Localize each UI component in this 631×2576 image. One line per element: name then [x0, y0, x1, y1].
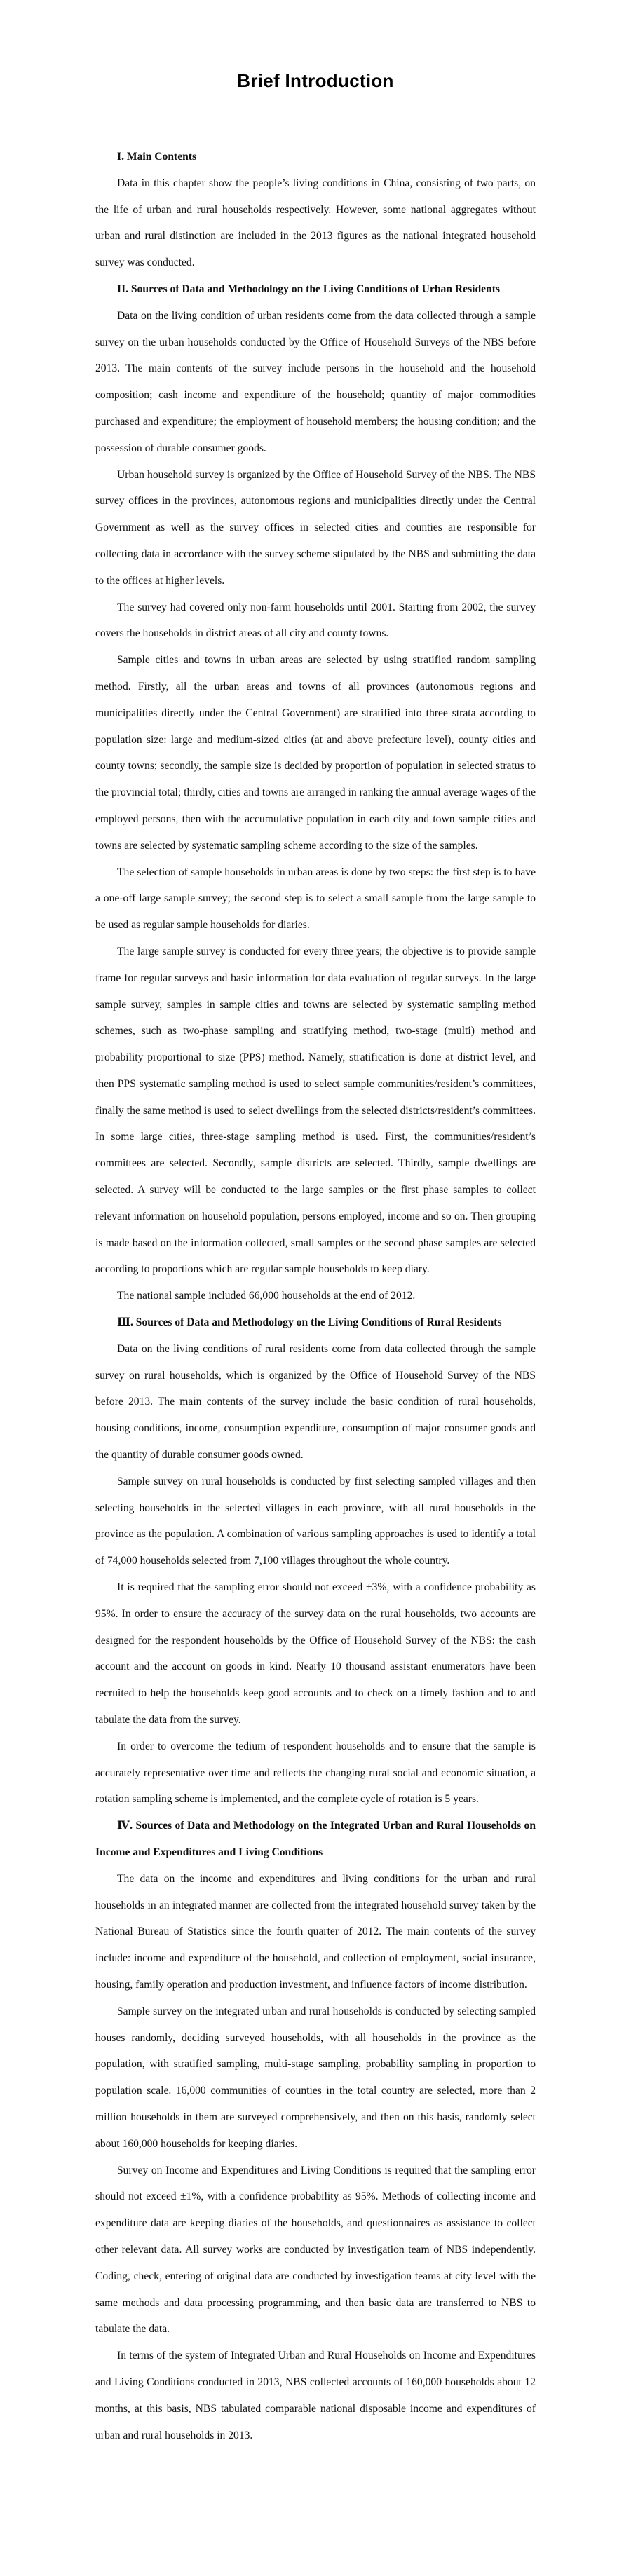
paragraph: Sample survey on the integrated urban and rural households is conducted by selecting sampled houses randomly, deciding surveyed households, with all households in the province as the population, with stratified sampling, multi-stage sampling, probability sampling in proportion to population scale. 16,000 communities of counties in the total country are selected, more than 2 million households in them are surveyed comprehensively, and then on this basis, randomly select about 160,000 households for keeping diaries. [95, 2005, 536, 2150]
section-heading: Ⅳ. Sources of Data and Methodology on the Integrated Urban and Rural Households on Income and Expenditures and Living Conditions [95, 1820, 536, 1858]
section-heading: II. Sources of Data and Methodology on the Living Conditions of Urban Residents [117, 282, 500, 295]
document-body [95, 144, 536, 2448]
paragraph: The national sample included 66,000 households at the end of 2012. [117, 1290, 416, 1302]
paragraph: In terms of the system of Integrated Urban and Rural Households on Income and Expenditures and Living Conditions conducted in 2013, NBS collected accounts of 160,000 households about 12 months, at this basis, NBS tabulated comparable national disposable income and expenditures of urban and rural households in 2013. [95, 2350, 536, 2441]
paragraph: In order to overcome the tedium of respondent households and to ensure that the sample is accurately representative over time and reflects the changing rural social and economic situation, a rotation sampling scheme is implemented, and the complete cycle of rotation is 5 years. [95, 1740, 536, 1806]
section-integrated-households [95, 1813, 536, 2448]
paragraph: Survey on Income and Expenditures and Living Conditions is required that the sampling error should not exceed ±1%, with a confidence probability as 95%. Methods of collecting income and expenditure data are keeping diaries of the households, and questionnaires as assistance to collect other relevant data. All survey works are conducted by investigation team of NBS independently. Coding, check, entering of original data are conducted by investigation teams at city level with the same methods and data processing programming, and then basic data are transferred to NBS to tabulate the data. [95, 2164, 536, 2336]
paragraph: The large sample survey is conducted for every three years; the objective is to provide sample frame for regular surveys and basic information for data evaluation of regular surveys. In the large sample survey, samples in sample cities and towns are selected by systematic sampling method schemes, such as two-phase sampling and stratifying method, two-stage (multi) method and probability proportional to size (PPS) method. Namely, stratification is done at district level, and then PPS systematic sampling method is used to select sample communities/resident’s committees, finally the same method is used to select dwellings from the selected districts/resident’s committees. In some large cities, three-stage sampling method is used. First, the communities/resident’s committees are selected. Secondly, sample districts are selected. Thirdly, sample dwellings are selected. A survey will be conducted to the large samples or the first phase samples to collect relevant information on household population, persons employed, income and so on. Then grouping is made based on the information collected, small samples or the second phase samples are selected according to proportions which are regular sample households to keep diary. [95, 945, 536, 1276]
paragraph: Sample cities and towns in urban areas are selected by using stratified random sampling method. Firstly, all the urban areas and towns of all provinces (autonomous regions and municipalities directly under the Central Government) are stratified into three strata according to population size: large and medium-sized cities (at and above prefecture level), county cities and county towns; secondly, the sample size is decided by proportion of population in selected stratus to the provincial total; thirdly, cities and towns are arranged in ranking the annual average wages of the employed persons, then with the accumulative population in each city and town sample cities and towns are selected by systematic sampling scheme according to the size of the samples. [95, 654, 536, 852]
paragraph: Data on the living condition of urban residents come from the data collected through a sample survey on the urban households conducted by the Office of Household Surveys of the NBS before 2013. The main contents of the survey include persons in the household and the household composition; cash income and expenditure of the household; quantity of major commodities purchased and expenditure; the employment of household members; the housing condition; and the possession of durable consumer goods. [95, 309, 536, 454]
section-rural-residents [95, 1309, 536, 1813]
paragraph: The selection of sample households in urban areas is done by two steps: the first step is to have a one-off large sample survey; the second step is to select a small sample from the large sample to be used as regular sample households for diaries. [95, 866, 536, 932]
section-heading: Ⅲ. Sources of Data and Methodology on the Living Conditions of Rural Residents [117, 1316, 502, 1329]
section-urban-residents [95, 276, 536, 1309]
paragraph: The survey had covered only non-farm households until 2001. Starting from 2002, the survey covers the households in district areas of all city and county towns. [95, 601, 536, 640]
document-title: Brief Introduction [237, 70, 394, 91]
paragraph: Data in this chapter show the people’s living conditions in China, consisting of two parts, on the life of urban and rural households respectively. However, some national aggregates without urban and rural distinction are included in the 2013 figures as the national integrated household survey was conducted. [95, 177, 536, 269]
paragraph: Sample survey on rural households is conducted by first selecting sampled villages and then selecting households in the selected villages in each province, with all rural households in the province as the population. A combination of various sampling approaches is used to identify a total of 74,000 households selected from 7,100 villages throughout the whole country. [95, 1475, 536, 1567]
section-main-contents [95, 144, 536, 276]
paragraph: The data on the income and expenditures and living conditions for the urban and rural households in an integrated manner are collected from the integrated household survey taken by the National Bureau of Statistics since the fourth quarter of 2012. The main contents of the survey include: income and expenditure of the household, and collection of employment, social insurance, housing, family operation and production investment, and influence factors of income distribution. [95, 1872, 536, 1991]
paragraph: It is required that the sampling error should not exceed ±3%, with a confidence probability as 95%. In order to ensure the accuracy of the survey data on the rural households, two accounts are designed for the respondent households by the Office of Household Survey of the NBS: the cash account and the account on goods in kind. Nearly 10 thousand assistant enumerators have been recruited to help the households keep good accounts and to check on a timely fashion and to and tabulate the data from the survey. [95, 1581, 536, 1726]
paragraph: Data on the living conditions of rural residents come from data collected through the sample survey on rural households, which is organized by the Office of Household Survey of the NBS before 2013. The main contents of the survey include the basic condition of rural households, housing conditions, income, consumption expenditure, consumption of major consumer goods and the quantity of durable consumer goods owned. [95, 1342, 536, 1461]
paragraph: Urban household survey is organized by the Office of Household Survey of the NBS. The NBS survey offices in the provinces, autonomous regions and municipalities directly under the Central Government as well as the survey offices in selected cities and counties are responsible for collecting data in accordance with the survey scheme stipulated by the NBS and submitting the data to the offices at higher levels. [95, 468, 536, 587]
section-heading: I. Main Contents [117, 151, 197, 163]
